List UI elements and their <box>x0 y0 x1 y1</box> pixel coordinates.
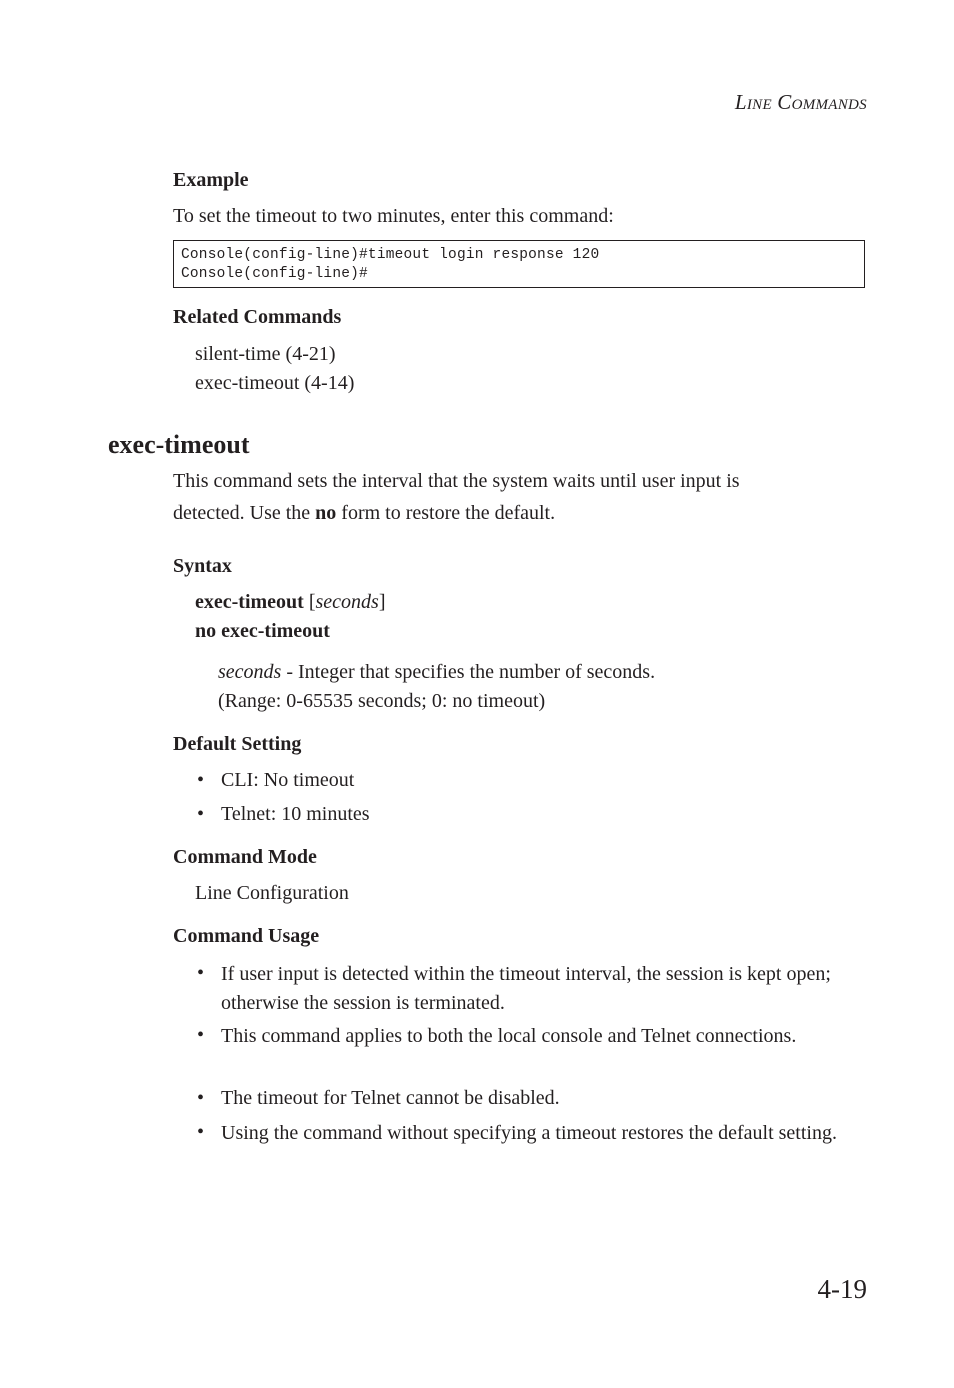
running-head-ommands: OMMANDS <box>791 97 867 113</box>
running-head-c: C <box>777 90 792 114</box>
command-mode-value: Line Configuration <box>195 882 349 904</box>
usage-item-4: Using the command without specifying a timeout restores the default setting. <box>221 1122 837 1144</box>
usage-item-2: This command applies to both the local console and Telnet connections. <box>221 1025 797 1047</box>
syntax-heading: Syntax <box>173 555 232 577</box>
running-head <box>735 90 867 115</box>
default-setting-heading: Default Setting <box>173 733 302 755</box>
bullet-marker: • <box>197 962 205 984</box>
usage-item-1: If user input is detected within the timeout interval, the session is kept open; otherwise the session is terminated. <box>221 963 831 1014</box>
bullet-marker: • <box>197 1087 205 1109</box>
bullet-marker: • <box>197 803 205 825</box>
running-head-ine: INE <box>746 97 772 113</box>
command-usage-heading: Command Usage <box>173 925 320 947</box>
related-commands-heading: Related Commands <box>173 306 342 328</box>
code-line-2: Console(config-line)# <box>181 266 368 282</box>
no-keyword: no <box>315 502 337 524</box>
code-line-1: Console(config-line)#timeout login response 120 <box>181 247 600 263</box>
code-example-box <box>173 240 865 288</box>
related-command-exec-timeout: exec-timeout (4-14) <box>195 372 355 394</box>
example-intro: To set the timeout to two minutes, enter this command: <box>173 205 614 227</box>
syntax-command-1: exec-timeout [seconds] <box>195 591 386 613</box>
usage-item-3: The timeout for Telnet cannot be disabled. <box>221 1087 560 1109</box>
bullet-marker: • <box>197 1121 205 1143</box>
default-cli: CLI: No timeout <box>221 769 355 791</box>
section-title: exec-timeout <box>108 430 250 459</box>
syntax-command-2: no exec-timeout <box>195 620 330 642</box>
section-desc-line-1: This command sets the interval that the system waits until user input is <box>173 470 740 492</box>
running-head-l: L <box>734 90 747 114</box>
bullet-marker: • <box>197 1024 205 1046</box>
param-range: (Range: 0-65535 seconds; 0: no timeout) <box>218 690 546 712</box>
page-number: 4-19 <box>817 1274 867 1304</box>
section-desc-line-2: detected. Use the no form to restore the default. <box>173 502 556 524</box>
command-mode-heading: Command Mode <box>173 846 317 868</box>
related-command-silent-time: silent-time (4-21) <box>195 343 336 365</box>
bullet-marker: • <box>197 769 205 791</box>
example-heading: Example <box>173 169 249 191</box>
param-description: seconds - Integer that specifies the number of seconds. <box>218 661 656 683</box>
default-telnet: Telnet: 10 minutes <box>221 803 370 825</box>
seconds-param: seconds <box>315 591 379 613</box>
